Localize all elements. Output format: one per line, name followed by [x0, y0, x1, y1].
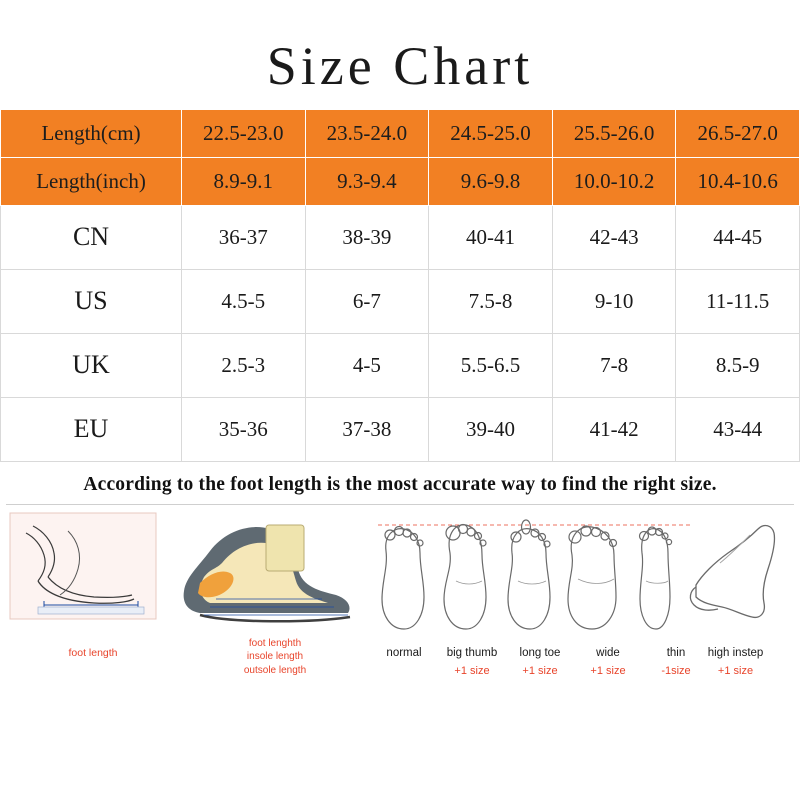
foot-measure-illustration — [8, 511, 158, 621]
foot-type-adjust: +1 size — [454, 664, 490, 677]
row-label: UK — [1, 333, 182, 397]
table-row — [1, 205, 800, 269]
foot-type-adjust: +1 size — [522, 664, 558, 677]
table-cell: 44-45 — [676, 205, 800, 269]
foot-type-big-thumb — [438, 647, 506, 677]
table-cell: 43-44 — [676, 397, 800, 461]
foot-type-labels — [370, 647, 710, 677]
foot-type-adjust: +1 size — [717, 664, 754, 677]
foot-type-normal — [370, 647, 438, 677]
table-cell: 22.5-23.0 — [182, 109, 306, 157]
table-row — [1, 397, 800, 461]
table-row — [1, 109, 800, 157]
table-cell: 35-36 — [182, 397, 306, 461]
table-cell: 9.3-9.4 — [305, 157, 429, 205]
shoe-length-captions — [170, 637, 380, 678]
table-cell: 2.5-3 — [182, 333, 306, 397]
foot-type-adjust: -1size — [661, 664, 691, 677]
row-label: US — [1, 269, 182, 333]
shoe-caption-outsole: outsole length — [243, 664, 307, 676]
table-cell: 11-11.5 — [676, 269, 800, 333]
table-cell: 25.5-26.0 — [552, 109, 676, 157]
high-instep-label — [668, 647, 800, 677]
table-cell: 41-42 — [552, 397, 676, 461]
foot-type-name: thin — [666, 646, 686, 659]
foot-type-adjust: +1 size — [590, 664, 626, 677]
table-cell: 26.5-27.0 — [676, 109, 800, 157]
page-title: Size Chart — [266, 36, 534, 96]
divider — [6, 504, 794, 505]
table-cell: 38-39 — [305, 205, 429, 269]
row-label: Length(cm) — [1, 109, 182, 157]
table-cell: 5.5-6.5 — [429, 333, 553, 397]
illustrations — [0, 511, 800, 721]
foot-type-long-toe — [506, 647, 574, 677]
table-cell: 4.5-5 — [182, 269, 306, 333]
table-cell: 36-37 — [182, 205, 306, 269]
foot-type-name: wide — [596, 646, 620, 659]
table-cell: 9-10 — [552, 269, 676, 333]
table-cell: 42-43 — [552, 205, 676, 269]
table-cell: 8.5-9 — [676, 333, 800, 397]
table-cell: 7-8 — [552, 333, 676, 397]
foot-length-caption: foot length — [68, 646, 118, 659]
high-instep-illustration — [680, 511, 795, 631]
table-cell: 6-7 — [305, 269, 429, 333]
size-chart-table — [0, 109, 800, 462]
table-cell: 39-40 — [429, 397, 553, 461]
foot-type-name: long toe — [519, 646, 561, 659]
foot-type-name: normal — [386, 646, 422, 659]
foot-type-wide — [574, 647, 642, 677]
table-cell: 8.9-9.1 — [182, 157, 306, 205]
row-label: CN — [1, 205, 182, 269]
table-cell: 37-38 — [305, 397, 429, 461]
table-cell: 10.4-10.6 — [676, 157, 800, 205]
foot-type-name: high instep — [707, 646, 764, 659]
table-cell: 10.0-10.2 — [552, 157, 676, 205]
table-cell: 7.5-8 — [429, 269, 553, 333]
shoe-caption-foot: foot lenghth — [248, 637, 302, 649]
table-cell: 9.6-9.8 — [429, 157, 553, 205]
measurement-note: According to the foot length is the most accurate way to find the right size. — [83, 473, 717, 495]
table-row — [1, 269, 800, 333]
foot-type-name: big thumb — [446, 646, 498, 659]
table-row — [1, 333, 800, 397]
shoe-section-illustration — [170, 511, 365, 641]
shoe-caption-insole: insole length — [246, 651, 304, 663]
table-cell: 40-41 — [429, 205, 553, 269]
table-cell: 4-5 — [305, 333, 429, 397]
table-cell: 24.5-25.0 — [429, 109, 553, 157]
table-row — [1, 157, 800, 205]
row-label: Length(inch) — [1, 157, 182, 205]
row-label: EU — [1, 397, 182, 461]
table-cell: 23.5-24.0 — [305, 109, 429, 157]
